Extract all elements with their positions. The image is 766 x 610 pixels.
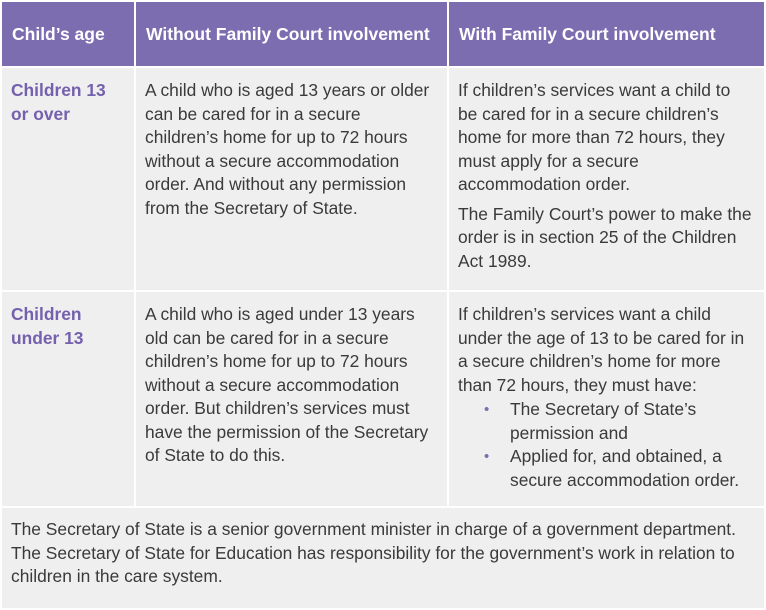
with-court-text: The Family Court’s power to make the order is in section 25 of the Children Act 1989. bbox=[458, 203, 752, 271]
footnote: The Secretary of State is a senior government minister in charge of a government department. The Secretary of State for Education has responsibility for the government’s work in relation to children in the care system. bbox=[2, 508, 764, 608]
secure-accommodation-table bbox=[2, 2, 764, 608]
header-without-court: Without Family Court involvement bbox=[136, 2, 449, 66]
without-court-text: A child who is aged 13 years or older can be cared for in a secure children’s home for up to 72 hours without a secure accommodation order. And without any permission from the Secretary of State. bbox=[145, 80, 430, 218]
age-cell bbox=[2, 68, 136, 290]
without-court-text: A child who is aged under 13 years old can be cared for in a secure children’s home for up to 72 hours without a secure accommodation order. But children’s services must have the permission of the Secretary of State to do this. bbox=[145, 304, 429, 465]
age-label: Children under 13 bbox=[11, 304, 84, 348]
header-childs-age: Child’s age bbox=[2, 2, 136, 66]
with-court-text: If children’s services want a child under the age of 13 to be cared for in a secure children’s home for more than 72 hours, they must have: bbox=[458, 304, 745, 395]
with-court-cell bbox=[449, 292, 764, 506]
header-with-court: With Family Court involvement bbox=[449, 2, 764, 66]
list-item: • The Secretary of State’s permission and bbox=[510, 398, 754, 445]
age-label: Children 13 or over bbox=[11, 80, 106, 124]
with-court-cell bbox=[449, 68, 764, 290]
table-row bbox=[2, 68, 764, 290]
without-court-cell bbox=[136, 292, 449, 506]
age-cell bbox=[2, 292, 136, 506]
with-court-text: If children’s services want a child to be cared for in a secure children’s home for more than 72 hours, they must apply for a secure accommodation order. bbox=[458, 80, 731, 194]
without-court-cell bbox=[136, 68, 449, 290]
table-row bbox=[2, 292, 764, 506]
table-header-row bbox=[2, 2, 764, 66]
requirements-list bbox=[458, 398, 754, 492]
list-item: • Applied for, and obtained, a secure accommodation order. bbox=[510, 445, 754, 492]
